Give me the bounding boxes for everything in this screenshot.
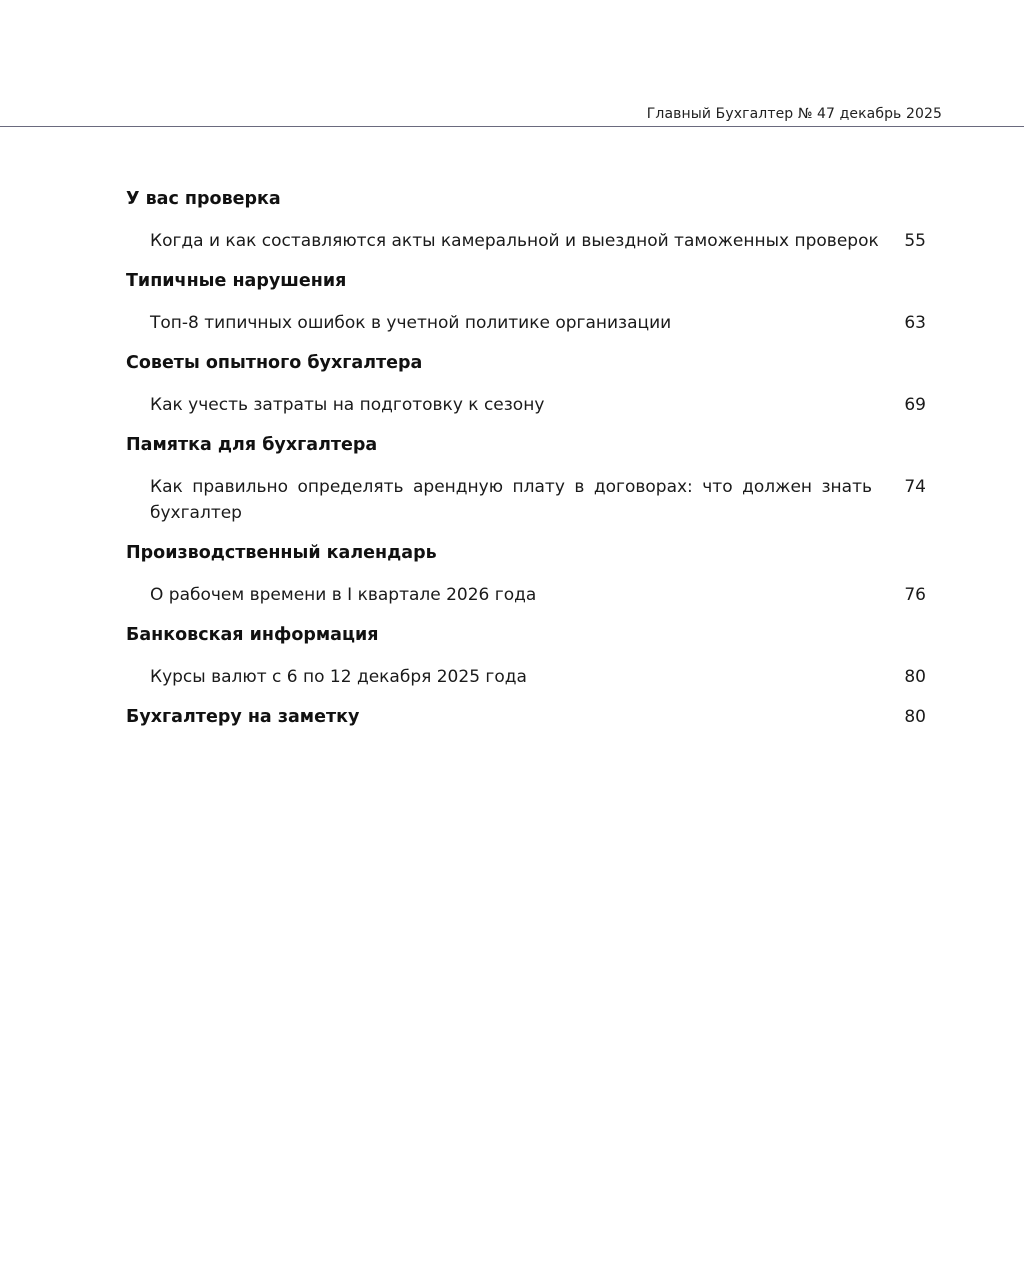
toc-entry[interactable] [150,392,926,418]
toc-entry[interactable] [150,664,926,690]
toc-section-row [126,350,926,378]
toc-section [126,432,926,526]
toc-entry[interactable] [150,228,926,254]
table-of-contents [126,186,926,746]
toc-entry-page: 63 [904,313,926,333]
running-header: Главный Бухгалтер № 47 декабрь 2025 [646,106,942,122]
toc-section [126,350,926,418]
toc-section-title: Памятка для бухгалтера [126,435,378,455]
toc-entry-title: Когда и как составляются акты камеральной и выездной таможенных проверок [150,231,879,251]
toc-section-row [126,432,926,460]
toc-entry-title: О рабочем времени в I квартале 2026 года [150,585,537,605]
header-rule [0,126,1024,127]
toc-entry[interactable] [150,474,926,526]
toc-entry-title: Как учесть затраты на подготовку к сезону [150,395,545,415]
toc-entry-page: 69 [904,395,926,415]
toc-section-title: Типичные нарушения [126,271,347,291]
toc-section-row [126,622,926,650]
toc-entry-title: Курсы валют с 6 по 12 декабря 2025 года [150,667,527,687]
toc-section-title: Производственный календарь [126,543,437,563]
toc-entry-title: Как правильно определять арендную плату в договорах: что должен знать бухгалтер [150,477,872,523]
toc-entry-page: 55 [904,231,926,251]
toc-section-row [126,268,926,296]
toc-section-row[interactable] [126,704,926,732]
toc-entry-page: 76 [904,585,926,605]
toc-section [126,268,926,336]
toc-section [126,622,926,690]
toc-entry-title: Топ-8 типичных ошибок в учетной политике организации [150,313,672,333]
toc-section-row [126,186,926,214]
toc-section-title: Банковская информация [126,625,379,645]
toc-section-page: 80 [904,707,926,727]
toc-section [126,704,926,732]
toc-section-title: У вас проверка [126,189,281,209]
toc-section [126,186,926,254]
toc-entry[interactable] [150,582,926,608]
toc-entry-page: 74 [904,477,926,497]
toc-section-row [126,540,926,568]
toc-entry-page: 80 [904,667,926,687]
toc-section-title: Бухгалтеру на заметку [126,707,360,727]
toc-section-title: Советы опытного бухгалтера [126,353,423,373]
toc-entry[interactable] [150,310,926,336]
toc-section [126,540,926,608]
